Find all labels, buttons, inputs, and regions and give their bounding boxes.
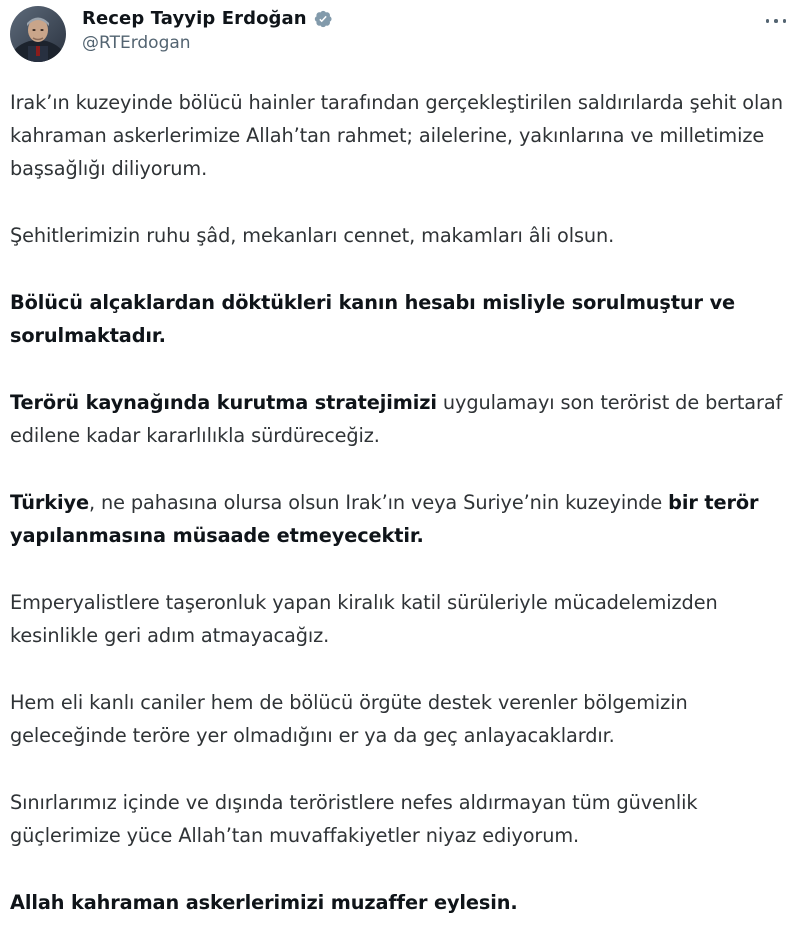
tweet-paragraph-4 — [10, 386, 795, 452]
bold-phrase: Terörü kaynağında kurutma stratejimizi — [10, 391, 437, 414]
tweet-paragraph-1: Irak’ın kuzeyinde bölücü hainler tarafından gerçekleştirilen saldırılarda şehit olan kahraman askerlerimize Allah’tan rahmet; ailelerine, yakınlarına ve milletimize başsağlığı diliyorum. — [10, 91, 784, 180]
author-handle[interactable]: @RTErdogan — [82, 33, 191, 53]
tweet-paragraph-6: Emperyalistlere taşeronluk yapan kiralık katil sürüleriyle mücadelemizden kesinlikle geri adım atmayacağız. — [10, 591, 718, 647]
bold-phrase: Türkiye — [10, 491, 89, 514]
text-phrase: , ne pahasına olursa olsun Irak’ın veya Suriye’nin kuzeyinde — [88, 491, 669, 514]
more-dot — [766, 19, 770, 23]
author-name[interactable]: Recep Tayyip Erdoğan — [82, 8, 307, 29]
avatar[interactable] — [10, 6, 66, 62]
more-options-icon[interactable] — [762, 10, 790, 32]
tweet-paragraph-5 — [10, 486, 795, 552]
name-row — [82, 8, 333, 29]
tweet-paragraph-2: Şehitlerimizin ruhu şâd, mekanları cennet, makamları âli olsun. — [10, 224, 615, 247]
more-dot — [774, 19, 778, 23]
tweet-paragraph-3: Bölücü alçaklardan döktükleri kanın hesabı misliyle sorulmuştur ve sorulmaktadır. — [10, 291, 736, 347]
avatar-image — [10, 6, 66, 62]
more-dot — [783, 19, 787, 23]
author-info — [82, 8, 333, 53]
tweet-paragraph-8: Sınırlarımız içinde ve dışında teröristlere nefes aldırmayan tüm güvenlik güçlerimize yüce Allah’tan muvaffakiyetler niyaz ediyorum. — [10, 791, 698, 847]
tweet-paragraph-9: Allah kahraman askerlerimizi muzaffer eylesin. — [10, 891, 518, 914]
text-phrase: uygulamayı son terörist de bertaraf edilene kadar kararlılıkla sürdüreceğiz. — [10, 391, 783, 447]
tweet-text — [10, 86, 795, 919]
verified-badge-icon[interactable] — [313, 9, 333, 29]
tweet-header — [10, 4, 790, 64]
tweet-paragraph-7: Hem eli kanlı caniler hem de bölücü örgüte destek verenler bölgemizin geleceğinde teröre yer olmadığını er ya da geç anlayacaklardır. — [10, 691, 688, 747]
bold-phrase: bir terör yapılanmasına müsaade etmeyecektir. — [10, 491, 759, 547]
